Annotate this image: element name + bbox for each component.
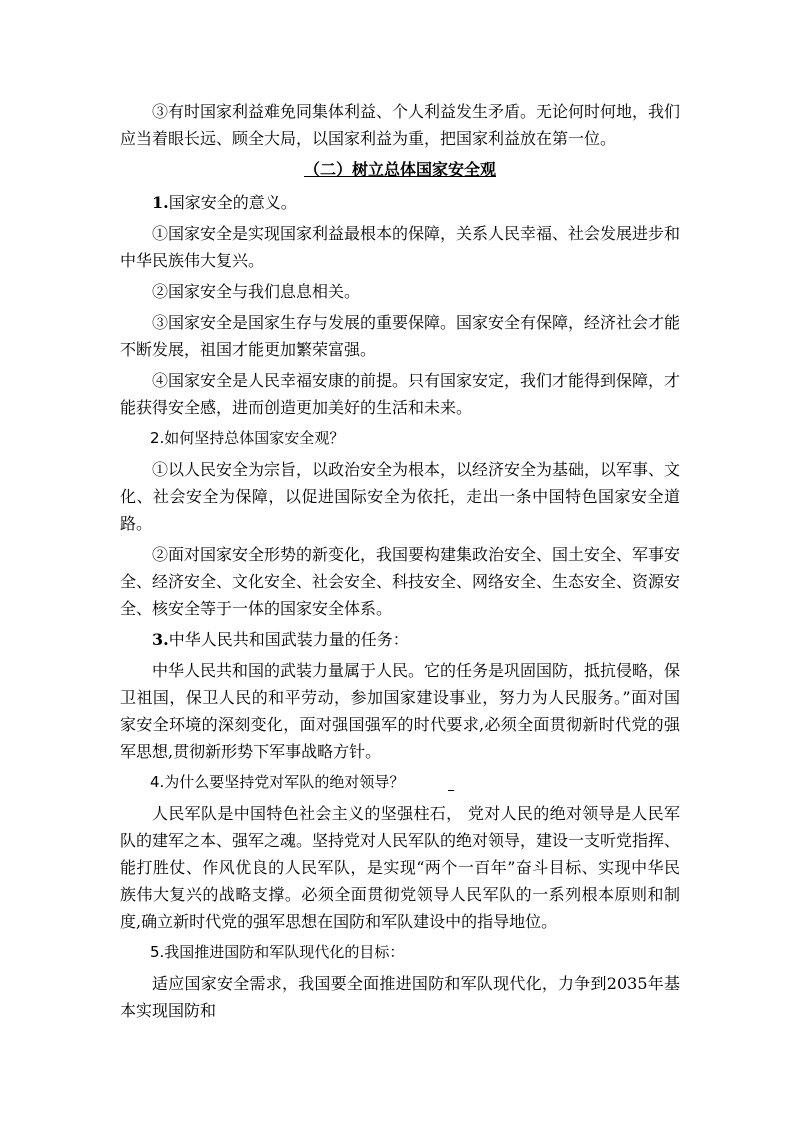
section-title-text: （二）树立总体国家安全观 xyxy=(303,160,496,179)
underscore-mark xyxy=(448,790,454,791)
question-4-answer: 人民军队是中国特色社会主义的坚强柱石， 党对人民的绝对领导是人民军队的建军之本、强军之魂。坚持党对人民军队的绝对领导，建设一支听党指挥、能打胜仗、作风优良的人民军队，是实现“两个一百年”奋斗目标、实现中华民族伟大复兴的战略支撑。必须全面贯彻党领导人民军队的一系列根本原则和制度,确立新时代党的强军思想在国防和军队建设中的指导地位。 xyxy=(120,804,681,931)
intro-paragraph: ③有时国家利益难免同集体利益、个人利益发生矛盾。无论何时何地，我们应当着眼长远、顾全大局，以国家利益为重，把国家利益放在第一位。 xyxy=(120,102,681,148)
question-1-answer-4: ④国家安全是人民幸福安康的前提。只有国家安定，我们才能得到保障，才能获得安全感，进而创造更加美好的生活和未来。 xyxy=(120,371,681,417)
question-3-answer: 中华人民共和国的武装力量属于人民。它的任务是巩固国防，抵抗侵略，保卫祖国，保卫人民的和平劳动，参加国家建设事业，努力为人民服务。”面对国家安全环境的深刻变化，面对强国强军的时代要求,必须全面贯彻新时代党的强军思想,贯彻新形势下军事战略方针。 xyxy=(120,661,681,761)
question-3-text: 中华人民共和国武装力量的任务： xyxy=(168,630,409,649)
question-5-answer: 适应国家安全需求，我国要全面推进国防和军队现代化，力争到2035年基本实现国防和 xyxy=(120,974,680,1020)
question-3 xyxy=(120,626,680,653)
question-1 xyxy=(120,189,680,216)
question-1-text: 国家安全的意义。 xyxy=(168,193,297,212)
document-page xyxy=(120,98,680,1028)
question-2-answer-1: ①以人民安全为宗旨，以政治安全为根本，以经济安全为基础，以军事、文化、社会安全为保障，以促进国际安全为依托，走出一条中国特色国家安全道路。 xyxy=(120,460,681,533)
question-4 xyxy=(120,769,680,796)
question-2-answer-2: ②面对国家安全形势的新变化，我国要构建集政治安全、国土安全、军事安全、经济安全、文化安全、社会安全、科技安全、网络安全、生态安全、资源安全、核安全等于一体的国家安全体系。 xyxy=(120,545,681,618)
question-1-answer-3: ③国家安全是国家生存与发展的重要保障。国家安全有保障，经济社会才能不断发展，祖国才能更加繁荣富强。 xyxy=(120,313,681,359)
question-3-number: 3. xyxy=(152,630,169,649)
question-2: 2.如何坚持总体国家安全观？ xyxy=(150,429,345,447)
section-title xyxy=(120,156,680,183)
question-1-answer-2: ②国家安全与我们息息相关。 xyxy=(152,282,361,301)
question-1-answer-1: ①国家安全是实现国家利益最根本的保障，关系人民幸福、社会发展进步和中华民族伟大复兴。 xyxy=(120,224,681,270)
question-5: 5.我国推进国防和军队现代化的目标： xyxy=(150,943,405,961)
question-1-number: 1. xyxy=(152,193,169,212)
question-4-text: 4.为什么要坚持党对军队的绝对领导？ xyxy=(150,773,405,791)
